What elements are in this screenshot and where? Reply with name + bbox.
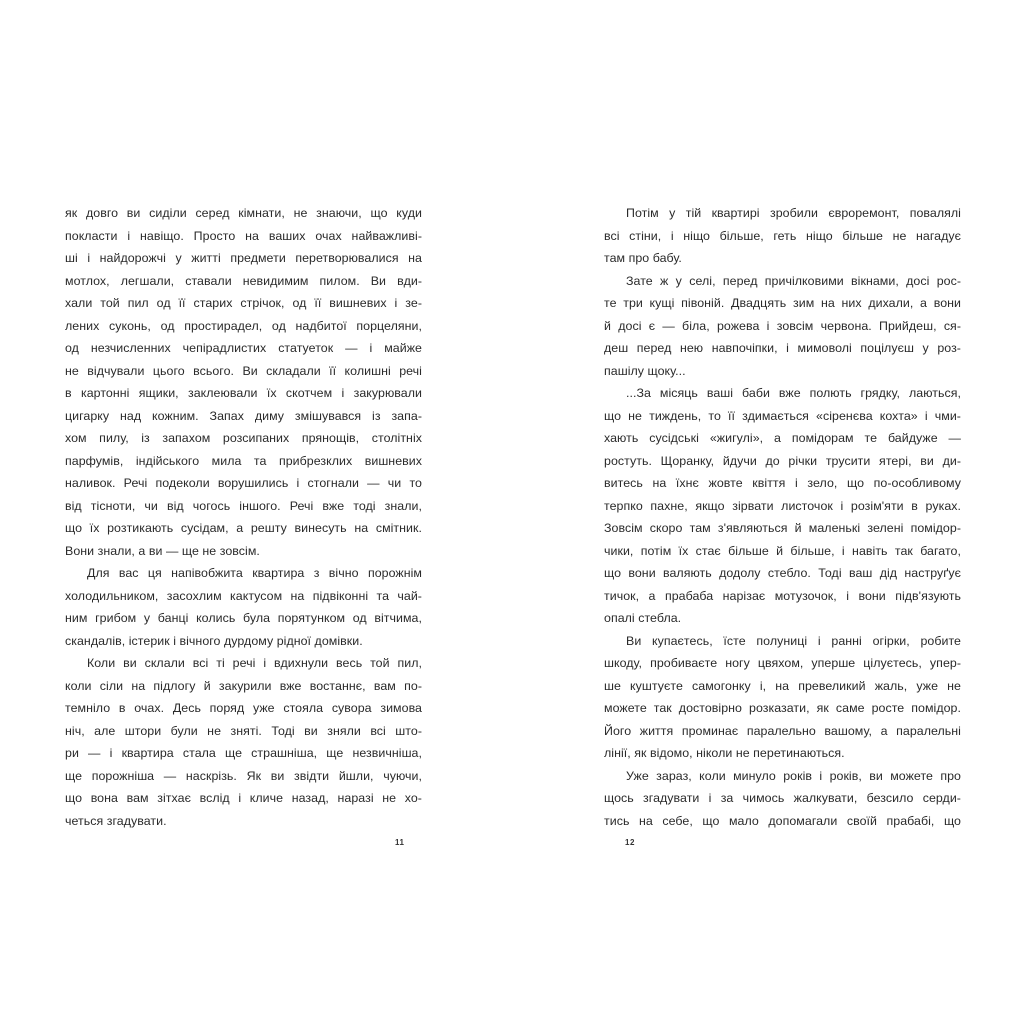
text-line: те три кущі півоній. Двадцять зим на них дихали, а вони — [604, 296, 961, 310]
text-line: що їх розтикають сусідам, а решту винесуть на смітник. — [65, 521, 422, 535]
text-line: чики, потім їх стає більше й більше, і навіть так багато, — [604, 543, 961, 558]
text-line: цигарку над кожним. Запах диму змішувався із запа- — [65, 408, 422, 423]
text-line: Його життя проминає паралельно вашому, а паралельні — [604, 723, 961, 738]
text-line: шкоду, пробиваєте ногу цвяхом, уперше цілуєтесь, упер- — [604, 656, 961, 670]
text-line: терпко пахне, якщо зірвати листочок і розім'яти в руках. — [604, 498, 961, 513]
text-line: четься згадувати. — [65, 813, 167, 828]
text-line: як довго ви сиділи серед кімнати, не знаючи, що куди — [65, 206, 422, 220]
text-line: парфумів, індійського мила та прибрезклих вишневих — [65, 453, 422, 468]
text-line: Ви купаєтесь, їсте полуниці і ранні огірки, робите — [626, 633, 961, 648]
text-line: ніч, але штори були не зняті. Тоді ви зняли всі што- — [65, 723, 422, 738]
text-line: покласти і навіщо. Просто на ваших очах найважливі- — [65, 228, 422, 243]
text-line: опалі стебла. — [604, 611, 682, 625]
text-line: скандалів, істерик і вічного дурдому рідної домівки. — [65, 633, 363, 648]
text-line: хають сусідські «жигулі», а помідорам те байдуже — — [604, 431, 961, 445]
text-line: не відчували цього всього. Ви складали її колишні речі — [65, 363, 422, 378]
text-line: од незчисленних чепірадлистих статуеток — і майже — [65, 341, 422, 355]
text-line: Уже зараз, коли минуло років і років, ви можете про — [626, 768, 961, 783]
text-line: темніло в очах. Десь поряд уже стояла сувора зимова — [65, 701, 422, 715]
text-line: в картонні ящики, заклеювали їх скотчем і закурювали — [65, 386, 422, 400]
text-line: ...За місяць ваші баби вже полють грядку, лаються, — [626, 386, 961, 400]
text-line: там про бабу. — [604, 251, 682, 265]
right-page-text — [604, 202, 961, 832]
text-line: ші і найдорожчі у житті предмети перетворювалися на — [65, 251, 422, 265]
text-line: щось згадувати і за чимось жалкувати, безсило серди- — [604, 791, 961, 805]
text-line: можете так достовірно розказати, як саме росте помідор. — [604, 701, 961, 715]
left-page-text — [65, 202, 422, 832]
text-line: що не тиждень, то її здимається «сіренєва кохта» і чми- — [604, 408, 961, 423]
text-line: коли сіли на підлогу й закурили вже востаннє, вам по- — [65, 678, 422, 693]
text-line: тичок, а прабаба нарізає мотузочок, і вони підв'язують — [604, 588, 961, 603]
text-line: холодильником, засохлим кактусом на підвіконні та чай- — [65, 588, 422, 603]
text-line: лінії, як відомо, ніколи не перетинаються. — [604, 746, 845, 760]
text-line: Для вас ця напівобжита квартира з вічно порожнім — [87, 566, 422, 580]
text-line: й досі є — біла, рожева і зовсім червона. Прийдеш, ся- — [604, 318, 961, 333]
text-line: що вони валяють додолу стебло. Тоді ваш дід наструґує — [604, 566, 961, 580]
text-line: від тісноти, чи від чогось іншого. Речі вже тоді знали, — [65, 498, 422, 513]
text-line: ше куштуєте самогонку і, на превеликий жаль, уже не — [604, 678, 961, 693]
text-line: ри — і квартира стала ще страшніша, ще незвичніша, — [65, 746, 422, 760]
text-line: мотлох, легшали, ставали невидимим пилом. Ви вди- — [65, 273, 422, 288]
text-line: Коли ви склали всі ті речі і вдихнули весь той пил, — [87, 656, 422, 670]
text-line: всі стіни, і ніщо більше, геть ніщо більше не нагадує — [604, 228, 961, 243]
left-page-number: 11 — [395, 838, 405, 847]
text-line: Вони знали, а ви — ще не зовсім. — [65, 543, 260, 558]
text-line: Потім у тій квартирі зробили євроремонт, повалялі — [626, 206, 961, 220]
right-page-number: 12 — [625, 838, 635, 847]
text-line: наливок. Речі подеколи ворушились і стогнали — чи то — [65, 476, 422, 490]
text-line: Зовсім скоро там з'являються й маленькі зелені помідор- — [604, 521, 961, 535]
text-line: витесь на їхнє жовте квіття і зело, що по-особливому — [604, 476, 961, 490]
text-line: ним грибом у банці колись була порятунком од вітчима, — [65, 611, 422, 625]
text-line: пашілу щоку... — [604, 363, 686, 378]
text-line: хали той пил од її старих стрічок, од її вишневих і зе- — [65, 296, 422, 310]
text-line: що вона вам зітхає вслід і кличе назад, наразі не хо- — [65, 791, 422, 805]
text-line: хом пилу, із запахом розсипаних прянощів, столітніх — [65, 431, 422, 445]
text-line: Зате ж у селі, перед причілковими вікнами, досі рос- — [626, 273, 961, 288]
text-line: ще порожніша — наскрізь. Як ви звідти йшли, чуючи, — [65, 768, 422, 783]
text-line: тись на себе, що мало допомагали своїй прабабі, що — [604, 813, 961, 828]
text-line: лених суконь, од простирадел, од надбитої порцеляни, — [65, 318, 422, 333]
text-line: деш перед нею навпочіпки, і мимоволі поцілуєш у роз- — [604, 341, 961, 355]
text-line: ростуть. Щоранку, йдучи до річки трусити ятері, ви ди- — [604, 453, 961, 468]
